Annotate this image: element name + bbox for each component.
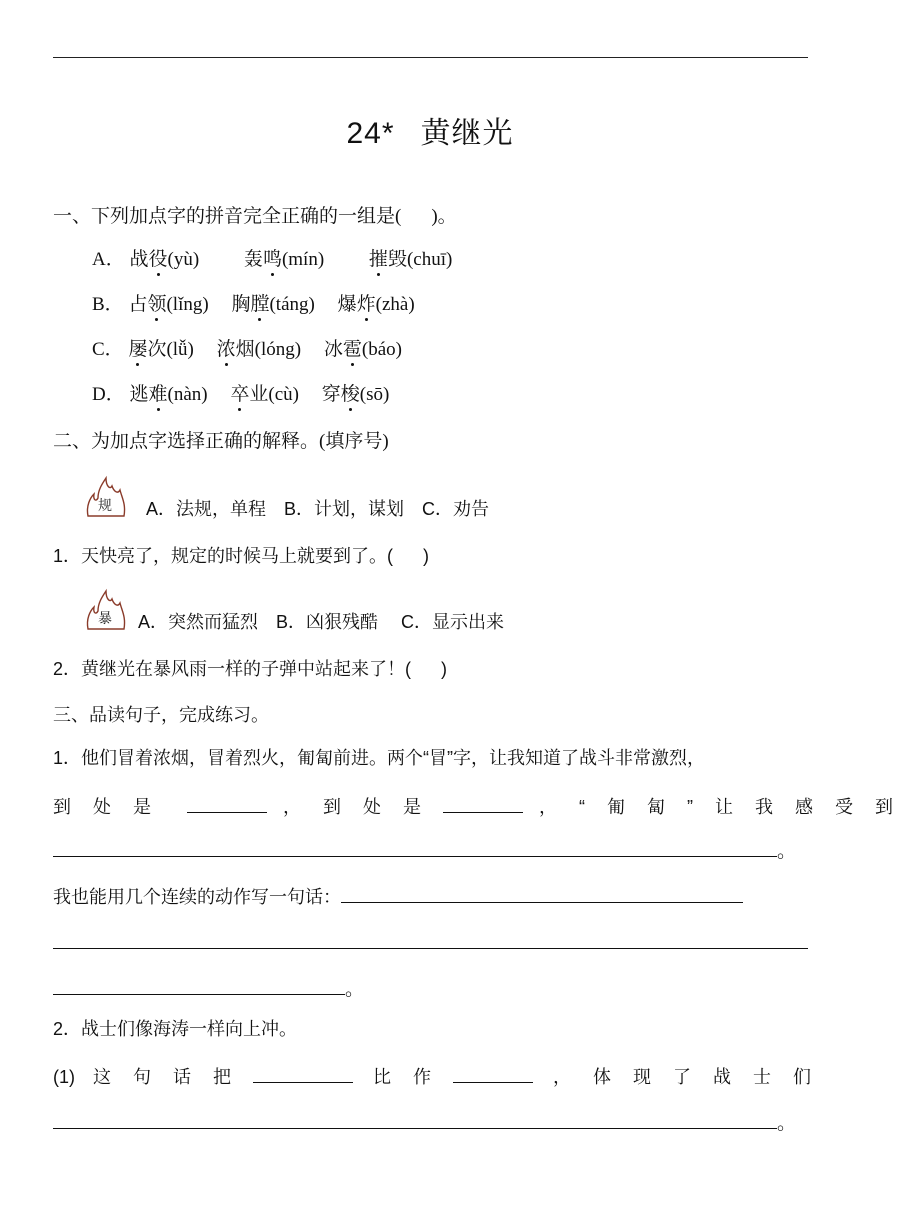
word-3: 冰雹(báo) xyxy=(323,339,402,360)
option-label: C． xyxy=(92,339,124,360)
q3-p1-line2: 到处是 ，到处是 ，“匍匐”让我感受到 xyxy=(53,792,915,819)
option-label: B． xyxy=(92,294,124,315)
q2-stem: 二、为加点字选择正确的解释。(填序号) xyxy=(53,431,389,452)
q3-p1-write-line2 xyxy=(53,928,808,956)
fill-blank[interactable] xyxy=(53,836,777,857)
fill-blank[interactable] xyxy=(443,792,523,813)
word-2: 轰鸣(mín) xyxy=(243,249,325,270)
q1-option-a[interactable] xyxy=(92,248,452,272)
fill-blank[interactable] xyxy=(341,882,743,903)
word-1: 占领(lǐng) xyxy=(128,294,209,315)
page-title xyxy=(0,108,860,152)
header-rule xyxy=(53,57,808,58)
fill-blank[interactable] xyxy=(253,1062,353,1083)
q3-p2-line1: (1) 这句话把 比作 ，体现了战士们 xyxy=(53,1062,833,1089)
q1-stem-text: 一、下列加点字的拼音完全正确的一组是( xyxy=(53,206,402,227)
q1-option-c[interactable] xyxy=(92,338,402,362)
q1-option-d[interactable] xyxy=(92,383,389,407)
fill-blank[interactable] xyxy=(53,1108,777,1129)
fill-blank[interactable] xyxy=(453,1062,533,1083)
lesson-title: 黄继光 xyxy=(420,116,514,151)
q2-icon1-options: A．法规，单程 B．计划，谋划 C．劝告 xyxy=(146,499,490,519)
word-2: 胸膛(táng) xyxy=(231,294,315,315)
flame-badge-icon xyxy=(84,476,128,518)
q2-sentence-1: 1．天快亮了，规定的时候马上就要到了。( ) xyxy=(53,546,430,566)
flame-badge-icon xyxy=(84,589,128,631)
q1-stem xyxy=(53,205,457,229)
fill-blank[interactable] xyxy=(53,928,808,949)
q2-sentence-2: 2．黄继光在暴风雨一样的子弹中站起来了！( ) xyxy=(53,659,448,679)
flame-badge-char: 暴 xyxy=(98,611,112,627)
q1-stem-end: )。 xyxy=(431,206,457,227)
q3-p1-line3: 。 xyxy=(53,836,796,864)
word-2: 卒业(cù) xyxy=(230,384,299,405)
fill-blank[interactable] xyxy=(53,974,345,995)
q3-p1-write: 我也能用几个连续的动作写一句话： xyxy=(53,882,743,909)
option-label: D． xyxy=(92,384,125,405)
word-3: 穿梭(sō) xyxy=(321,384,390,405)
word-1: 逃难(nàn) xyxy=(129,384,208,405)
q2-icon2-options: A．突然而猛烈 B．凶狠残酷 C．显示出来 xyxy=(138,612,505,632)
q3-p1-line1: 1．他们冒着浓烟，冒着烈火，匍匐前进。两个“冒”字，让我知道了战斗非常激烈， xyxy=(53,748,705,768)
word-1: 战役(yù) xyxy=(129,249,200,270)
word-3: 摧毁(chuī) xyxy=(368,249,453,270)
q3-p2-stem: 2．战士们像海涛一样向上冲。 xyxy=(53,1019,298,1039)
q3-stem: 三、品读句子，完成练习。 xyxy=(53,705,269,725)
word-3: 爆炸(zhà) xyxy=(337,294,415,315)
lesson-number: 24* xyxy=(346,117,395,150)
q3-p1-write-line3: 。 xyxy=(53,974,364,1002)
word-2: 浓烟(lóng) xyxy=(216,339,302,360)
fill-blank[interactable] xyxy=(187,792,267,813)
flame-badge-char: 规 xyxy=(98,498,112,514)
option-label: A． xyxy=(92,249,125,270)
q3-p2-line2: 。 xyxy=(53,1108,796,1136)
q1-option-b[interactable] xyxy=(92,293,415,317)
word-1: 屡次(lǚ) xyxy=(128,339,194,360)
